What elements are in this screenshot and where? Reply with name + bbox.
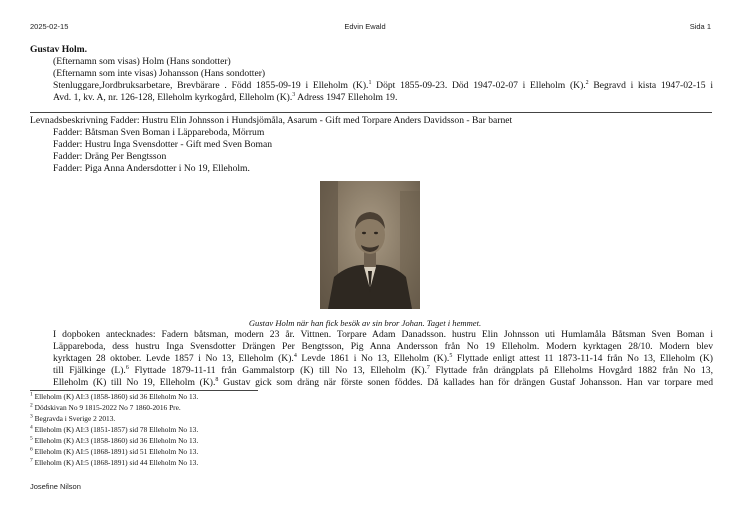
footnote: $^1$ Elleholm (K) AI:3 (1858-1860) sid 36 Elleholm No 13.	[30, 391, 199, 401]
note-marker: 6	[125, 364, 129, 371]
portrait-illustration	[320, 181, 420, 309]
note-marker: 3	[292, 91, 296, 98]
godparent-line: Fadder: Dräng Per Bengtsson	[53, 151, 167, 162]
note-marker: 1	[368, 79, 372, 86]
portrait-photo	[320, 181, 420, 309]
header-author: Edvin Ewald	[344, 22, 386, 31]
person-block	[30, 44, 713, 104]
footnote: $^7$ Elleholm (K) AI:5 (1868-1891) sid 44 Elleholm No 13.	[30, 457, 199, 467]
header-date: 2025-02-15	[30, 22, 69, 31]
narrative-line: I dopboken antecknades: Fadern båtsman, modern 23 år. Vittnen. Torpare Adam Danadsson. hustru Elin Johnsson uti Humlamåla Båtsman Sven Boman i	[53, 329, 713, 340]
narrative-line: till Fjälkinge (L).$^6$ Flyttade 1879-11-11 från Gammalstorp (K) till No 13, Elleholm (K).$^7$ Flyttade från drängplats på Elleholms Hovgård 1882 från No 13,	[53, 364, 713, 376]
narrative-line: Elleholm (K) till No 19, Elleholm (K).$^8$ Gustav gick som dräng när förste sonen föddes. Då kallades han för drängen Gustaf Johansson. Han var torpare med	[53, 376, 713, 388]
photo-caption: Gustav Holm när han fick besök av sin bror Johan. Taget i hemmet.	[248, 318, 482, 328]
godparent-line: Fadder: Hustru Inga Svensdotter - Gift med Sven Boman	[53, 139, 273, 150]
note-marker: 8	[215, 376, 219, 383]
note-marker: 7	[426, 364, 430, 371]
note-marker: 5	[449, 352, 453, 359]
godparent-line: Fadder: Båtsman Sven Boman i Läppareboda, Mörrum	[53, 127, 265, 138]
facts-line-1: Stenluggare,Jordbruksarbetare, Brevbärare . Född 1855-09-19 i Elleholm (K).$^1$ Döpt 1855-09-23. Död 1947-02-07 i Elleholm (K).$^2$ Begravd i kista 1947-02-15 i	[53, 79, 713, 91]
footnote: $^3$ Begravda i Sverige 2 2013.	[30, 413, 116, 423]
note-marker: 4	[293, 352, 297, 359]
alias-hidden: (Efternamn som inte visas) Johansson (Hans sondotter)	[53, 68, 266, 79]
person-name: Gustav Holm.	[30, 44, 88, 55]
footnote: $^5$ Elleholm (K) AI:3 (1858-1860) sid 36 Elleholm No 13.	[30, 435, 199, 445]
facts-line-2: Avd. 1, kv. A, nr. 126-128, Elleholm kyrkogård, Elleholm (K).$^3$ Adress 1947 Elleholm 19.	[53, 91, 398, 103]
godparent-line: Fadder: Piga Anna Andersdotter i No 19, Elleholm.	[53, 163, 250, 174]
narrative-paragraph	[30, 329, 713, 389]
section-divider	[30, 112, 712, 113]
footnote: $^6$ Elleholm (K) AI:5 (1868-1891) sid 51 Elleholm No 13.	[30, 446, 199, 456]
footnote: $^2$ Dödskivan No 9 1815-2022 No 7 1860-2016 Pre.	[30, 402, 181, 412]
biography-block	[30, 115, 713, 175]
footnotes	[30, 391, 430, 468]
narrative-line: Läppareboda, dess hustru Inga Svensdotter Drängen Per Bengtsson, Pig Anna Andersson från No 19 Elleholm. Modern kyrktagen 28/10. Modern blev	[53, 341, 713, 352]
godparent-line: Levnadsbeskrivning Fadder: Hustru Elin Johnsson i Hundsjömåla, Asarum - Gift med Torpare Anders Davidsson - Bar barnet	[30, 115, 513, 126]
narrative-line: kyrktagen 28 oktober. Levde 1857 i No 13, Elleholm (K).$^4$ Levde 1861 i No 13, Elleholm (K).$^5$ Flyttade enligt attest 11 1873-11-14 från No 13, Elleholm (K)	[53, 352, 713, 364]
header-page-number: Sida 1	[689, 22, 711, 31]
note-marker: 2	[585, 79, 589, 86]
footer-compiler: Josefine Nilson	[30, 482, 81, 491]
footnote: $^4$ Elleholm (K) AI:3 (1851-1857) sid 78 Elleholm No 13.	[30, 424, 199, 434]
alias-visible: (Efternamn som visas) Holm (Hans sondotter)	[53, 56, 231, 67]
